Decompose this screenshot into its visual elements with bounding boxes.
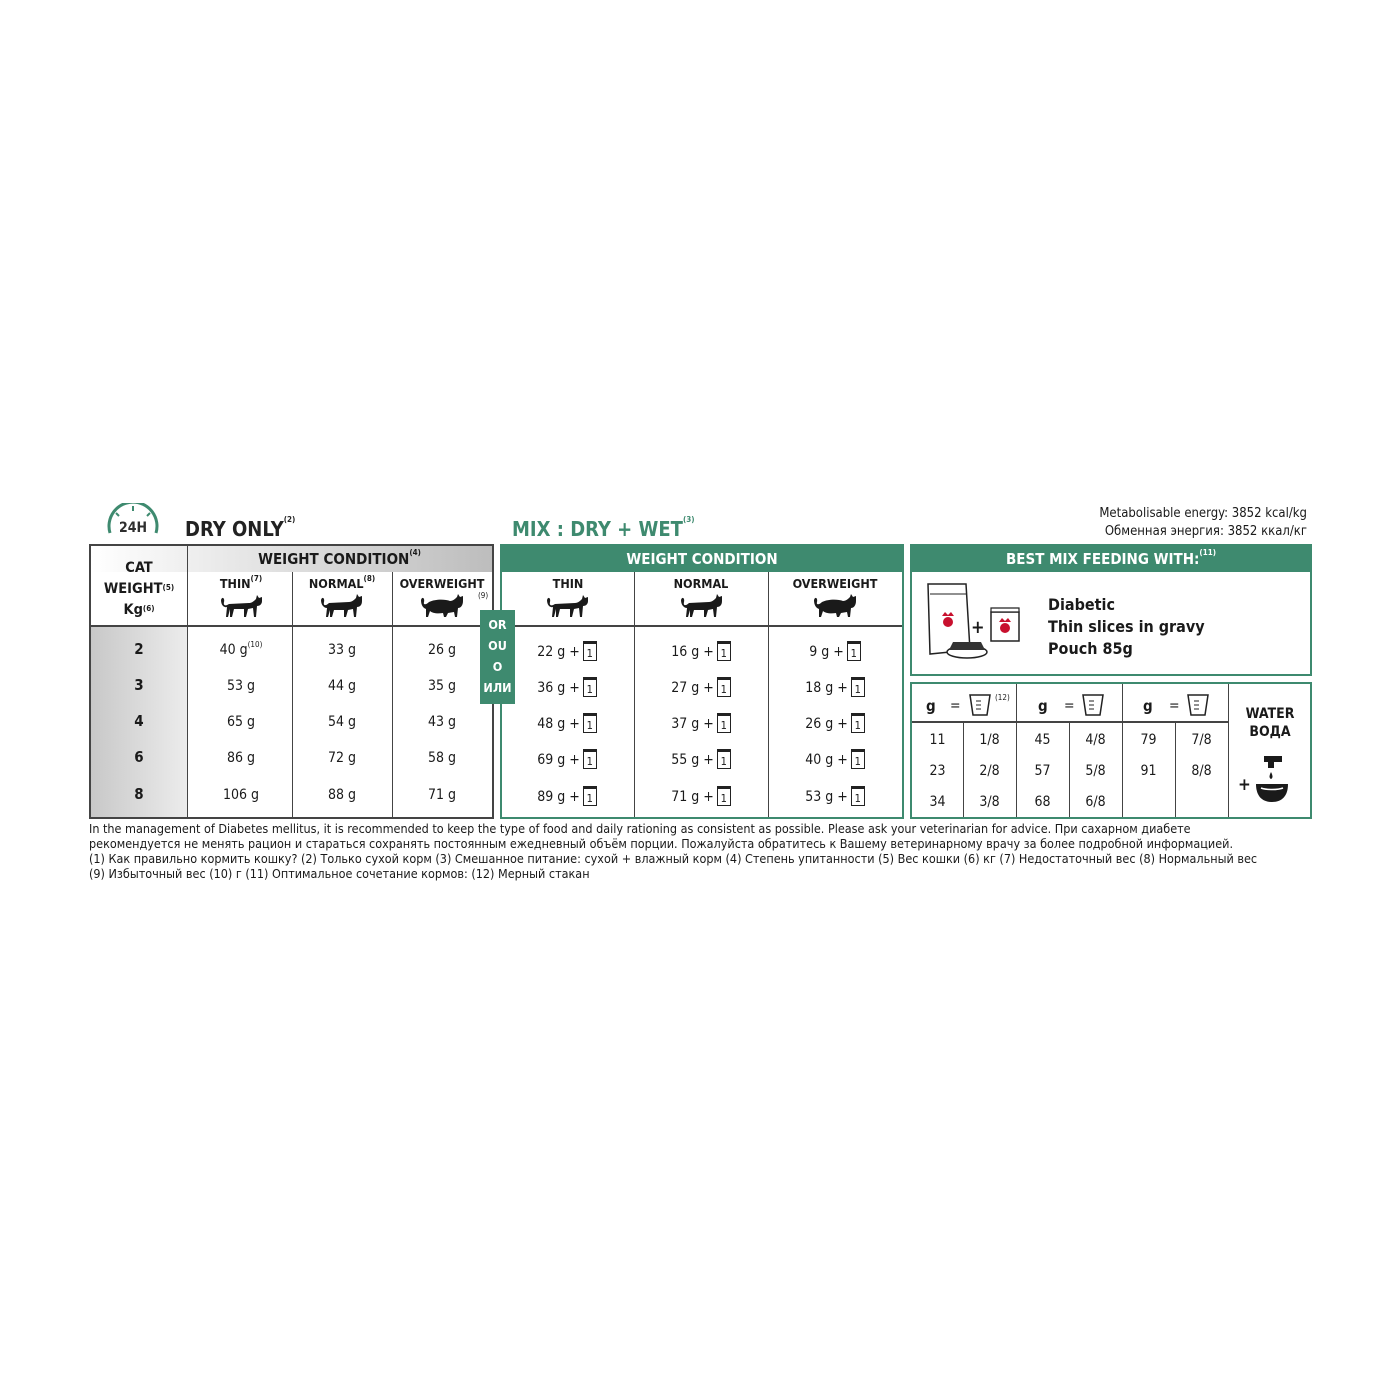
mix-thin-value	[512, 642, 622, 662]
water-label	[1232, 705, 1308, 741]
mix-overweight-value-text: 40 g +	[805, 752, 848, 768]
mix-thin-value-text: 48 g +	[537, 716, 580, 732]
mix-normal-value-text: 71 g +	[671, 789, 714, 805]
dry-overweight-value: 35 g	[427, 678, 457, 694]
mix-overweight-value	[780, 750, 890, 770]
dry-thin-value: 65 g	[226, 714, 256, 730]
mix-overweight-value	[780, 714, 890, 734]
dry-weight-condition-text: WEIGHT CONDITION	[258, 550, 410, 568]
cup-grams-value: 11	[929, 732, 946, 748]
plus-sign: +	[1238, 775, 1251, 795]
or-label-en: OR	[488, 617, 507, 632]
dry-normal-value: 72 g	[327, 750, 357, 766]
mix-overweight-value	[780, 787, 890, 807]
dry-col-thin-text: THIN	[219, 576, 251, 591]
normal-cat-icon	[679, 592, 725, 620]
cup-grams-value: 68	[1034, 794, 1051, 810]
wet-pouch-icon	[988, 606, 1022, 644]
dry-overweight-value: 26 g	[427, 642, 457, 658]
product-line: Thin slices in gravy	[1048, 617, 1205, 636]
pouch-icon: 1	[717, 677, 731, 697]
cup-fraction-value: 3/8	[979, 794, 1000, 810]
dry-only-title-ref: (2)	[283, 515, 296, 524]
dry-col-normal	[292, 576, 392, 591]
energy-ru: Обменная энергия: 3852 ккал/кг	[1104, 524, 1307, 539]
pouch-icon: 1	[583, 677, 597, 697]
measuring-cup-icon	[1186, 693, 1210, 717]
mix-col-overweight: OVERWEIGHT	[792, 576, 878, 591]
grams-label: g	[1038, 697, 1048, 715]
cat-weight-value: 8	[134, 785, 144, 803]
cup-fraction-value: 4/8	[1085, 732, 1106, 748]
cup-divider	[1228, 684, 1229, 817]
dry-divider	[292, 572, 293, 817]
dry-col-overweight-ref: (9)	[478, 591, 489, 600]
mix-col-thin: THIN	[552, 576, 584, 591]
cup-grams-value: 91	[1140, 763, 1157, 779]
mix-divider	[634, 572, 635, 817]
mix-overweight-value	[780, 642, 890, 662]
dry-divider	[392, 572, 393, 817]
dry-col-normal-ref: (8)	[363, 574, 376, 583]
best-mix-title-ref: (11)	[1199, 548, 1217, 557]
best-mix-title	[912, 550, 1310, 568]
cat-weight-header-l3	[91, 600, 187, 621]
or-label-ru: ИЛИ	[483, 680, 512, 695]
dry-thin-value: 53 g	[226, 678, 256, 694]
cup-fraction-value: 1/8	[979, 732, 1000, 748]
pouch-icon: 1	[851, 786, 865, 806]
cat-weight-value: 4	[134, 712, 144, 730]
cat-weight-header-l2-ref: (5)	[162, 583, 175, 592]
dry-thin-value	[196, 642, 286, 658]
equals-sign: =	[1064, 698, 1075, 714]
overweight-cat-icon	[812, 592, 860, 620]
cat-weight-header-l3-text: Kg	[123, 602, 143, 618]
dry-col-thin	[190, 576, 292, 591]
footer-line: (1) Как правильно кормить кошку? (2) Только сухой корм (3) Смешанное питание: сухой + влажный корм (4) Степень упитанности (5) Вес кошки (6) кг (7) Недостаточный вес (8) Нормальный вес	[89, 851, 1258, 866]
product-line: Diabetic	[1048, 595, 1116, 614]
cup-grams-value: 79	[1140, 732, 1157, 748]
footer-line: In the management of Diabetes mellitus, it is recommended to keep the type of food and daily rationing as consistent as possible. Please ask your veterinarian for advice. При сахарном диабете	[89, 821, 1191, 836]
mix-overweight-value-text: 53 g +	[805, 789, 848, 805]
metabolisable-energy	[1099, 505, 1307, 541]
mix-title	[512, 517, 695, 541]
or-separator-badge	[480, 610, 515, 704]
pouch-icon: 1	[717, 641, 731, 661]
dry-only-title	[185, 517, 295, 541]
measuring-cup-icon	[968, 693, 992, 717]
dry-col-thin-ref: (7)	[250, 574, 263, 583]
dry-normal-value: 44 g	[327, 678, 357, 694]
footer-notes	[89, 821, 1314, 881]
mix-divider	[768, 572, 769, 817]
mix-normal-value-text: 37 g +	[671, 716, 714, 732]
normal-cat-icon	[319, 592, 365, 620]
dry-divider	[187, 546, 188, 817]
pouch-icon: 1	[847, 641, 861, 661]
dry-only-title-text: DRY ONLY	[185, 517, 284, 541]
measuring-cup-icon	[1081, 693, 1105, 717]
mix-thin-value-text: 69 g +	[537, 752, 580, 768]
cat-weight-header-l2-text: WEIGHT	[103, 581, 163, 597]
cup-header-rule	[912, 721, 1228, 723]
grams-label: g	[926, 697, 936, 715]
water-label-ru: ВОДА	[1249, 724, 1291, 740]
cup-fraction-value: 2/8	[979, 763, 1000, 779]
dry-thin-value: 86 g	[226, 750, 256, 766]
water-label-en: WATER	[1245, 706, 1295, 722]
footer-line: рекомендуется не менять рацион и стараться сохранять постоянным ежедневный объём порции. Пожалуйста обратитесь к Вашему ветеринарному врачу за более подробной информацией.	[89, 836, 1234, 851]
pouch-icon: 1	[583, 641, 597, 661]
dry-thin-value-ref: (10)	[247, 640, 263, 649]
mix-header-rule	[502, 625, 902, 627]
mix-overweight-value	[780, 678, 890, 698]
dry-overweight-value: 71 g	[427, 787, 457, 803]
mix-overweight-value-text: 18 g +	[805, 680, 848, 696]
dry-weight-condition-ref: (4)	[409, 548, 421, 557]
overweight-cat-icon	[419, 592, 467, 620]
energy-en: Metabolisable energy: 3852 kcal/kg	[1099, 506, 1307, 521]
water-tap-bowl-icon	[1252, 752, 1292, 808]
dry-overweight-value: 58 g	[427, 750, 457, 766]
pouch-icon: 1	[851, 749, 865, 769]
pouch-icon: 1	[583, 713, 597, 733]
recommended-product	[1048, 594, 1205, 660]
thin-cat-icon	[219, 592, 265, 620]
cup-fraction-value: 5/8	[1085, 763, 1106, 779]
mix-normal-value	[646, 642, 756, 662]
mix-normal-value	[646, 787, 756, 807]
dry-col-normal-text: NORMAL	[308, 576, 364, 591]
pouch-icon: 1	[717, 713, 731, 733]
mix-title-text: MIX : DRY + WET	[512, 517, 683, 541]
mix-thin-value	[512, 750, 622, 770]
mix-thin-value-text: 22 g +	[537, 644, 580, 660]
cup-fraction-value: 8/8	[1191, 763, 1212, 779]
dry-normal-value: 54 g	[327, 714, 357, 730]
mix-normal-value-text: 55 g +	[671, 752, 714, 768]
mix-overweight-value-text: 26 g +	[805, 716, 848, 732]
pouch-icon: 1	[717, 786, 731, 806]
mix-normal-value-text: 16 g +	[671, 644, 714, 660]
grams-label: g	[1143, 697, 1153, 715]
dry-normal-value: 88 g	[327, 787, 357, 803]
cat-weight-value: 6	[134, 748, 144, 766]
equals-sign: =	[950, 698, 961, 714]
cup-fraction-value: 6/8	[1085, 794, 1106, 810]
cat-weight-header	[91, 558, 187, 621]
mix-thin-value	[512, 678, 622, 698]
product-line: Pouch 85g	[1048, 639, 1133, 658]
dry-header-rule	[91, 625, 492, 627]
dry-col-overweight	[392, 576, 492, 591]
mix-overweight-value-text: 9 g +	[809, 644, 844, 660]
cat-weight-header-l2	[91, 579, 187, 600]
dry-col-overweight-text: OVERWEIGHT	[399, 576, 485, 591]
best-mix-title-text: BEST MIX FEEDING WITH:	[1005, 550, 1200, 568]
cat-weight-value: 2	[134, 640, 144, 658]
measuring-cup-ref: (12)	[995, 693, 1010, 702]
or-label-it: O	[492, 659, 503, 674]
mix-thin-value-text: 36 g +	[537, 680, 580, 696]
dry-normal-value: 33 g	[327, 642, 357, 658]
mix-normal-value	[646, 714, 756, 734]
plus-sign: +	[971, 617, 985, 638]
pouch-icon: 1	[583, 749, 597, 769]
footer-line: (9) Избыточный вес (10) г (11) Оптимальное сочетание кормов: (12) Мерный стакан	[89, 866, 590, 881]
cat-weight-header-l3-ref: (6)	[142, 604, 155, 613]
or-label-fr: OU	[488, 638, 507, 653]
dry-overweight-value: 43 g	[427, 714, 457, 730]
pouch-icon: 1	[851, 677, 865, 697]
mix-normal-value	[646, 750, 756, 770]
equals-sign: =	[1169, 698, 1180, 714]
dry-thin-value-text: 40 g	[219, 642, 248, 658]
mix-thin-value-text: 89 g +	[537, 789, 580, 805]
pouch-icon: 1	[851, 713, 865, 733]
cat-weight-header-l1: CAT	[125, 560, 153, 576]
dry-thin-value: 106 g	[222, 787, 260, 803]
dry-weight-condition-header	[187, 550, 492, 568]
mix-col-normal: NORMAL	[673, 576, 729, 591]
mix-thin-value	[512, 787, 622, 807]
cup-grams-value: 23	[929, 763, 946, 779]
mix-normal-value-text: 27 g +	[671, 680, 714, 696]
mix-title-ref: (3)	[682, 515, 695, 524]
mix-thin-value	[512, 714, 622, 734]
cup-grams-value: 57	[1034, 763, 1051, 779]
pouch-icon: 1	[583, 786, 597, 806]
cup-grams-value: 45	[1034, 732, 1051, 748]
cup-grams-value: 34	[929, 794, 946, 810]
mix-weight-condition-header: WEIGHT CONDITION	[626, 550, 778, 568]
cat-weight-value: 3	[134, 676, 144, 694]
mix-normal-value	[646, 678, 756, 698]
badge-24h-label: 24H	[118, 520, 148, 536]
thin-cat-icon	[545, 592, 591, 620]
cup-divider	[1122, 684, 1123, 817]
cup-fraction-value: 7/8	[1191, 732, 1212, 748]
pouch-icon: 1	[717, 749, 731, 769]
